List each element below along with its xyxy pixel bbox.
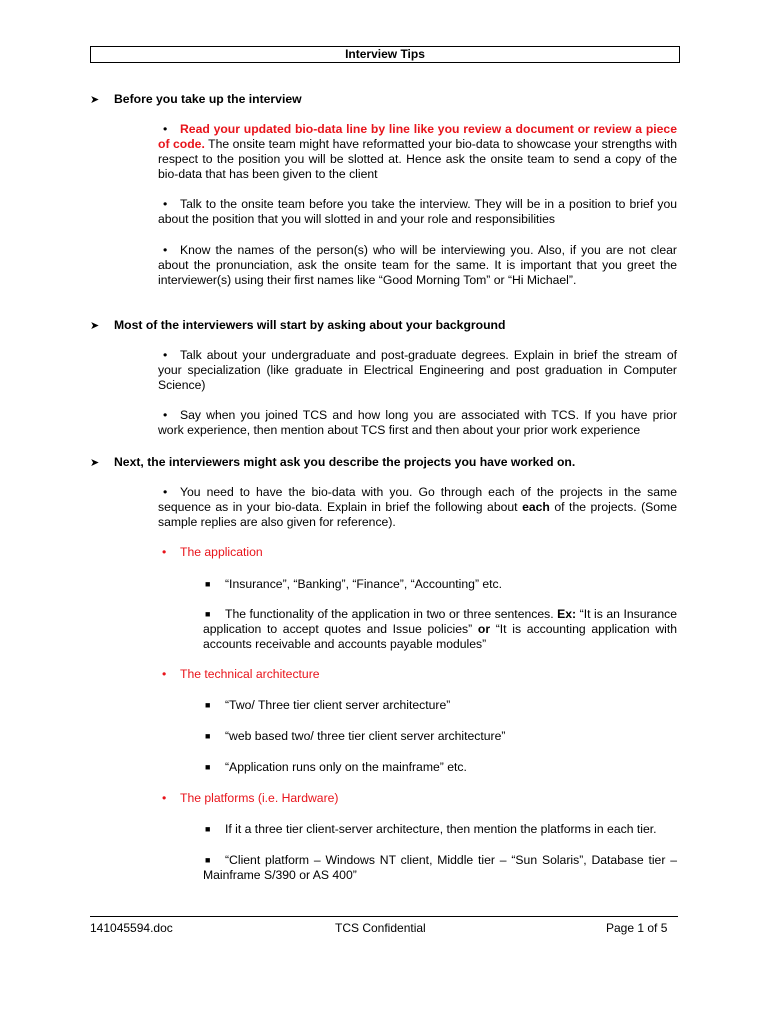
list-item-platforms-1: ■ If it a three tier client-server architecture, then mention the platforms in each tier. [205, 822, 657, 836]
document-title: Interview Tips [90, 46, 680, 63]
list-item-architecture-1: ■ “Two/ Three tier client server architecture” [205, 698, 451, 712]
footer-confidential: TCS Confidential [335, 921, 426, 935]
list-item-architecture-2: ■ “web based two/ three tier client server architecture” [205, 729, 506, 743]
square-bullet-icon: ■ [205, 700, 211, 710]
paragraph-tcs-experience: • Say when you joined TCS and how long you are associated with TCS. If you have prior work experience, then mention about TCS first and then about your prior work experience [158, 408, 677, 437]
list-item-platforms-2: ■ “Client platform – Windows NT client, Middle tier – “Sun Solaris”, Database tier – Mainframe S/390 or AS 400” [203, 853, 677, 882]
bullet-icon: • [163, 197, 168, 211]
bullet-icon: • [162, 667, 167, 681]
square-bullet-icon: ■ [205, 731, 211, 741]
footer-page-number: Page 1 of 5 [606, 921, 668, 935]
bullet-icon: • [163, 348, 168, 362]
square-bullet-icon: ■ [205, 824, 211, 834]
bullet-icon: • [163, 408, 168, 422]
paragraph-know-interviewer-names: • Know the names of the person(s) who will be interviewing you. Also, if you are not clear about the pronunciation, ask the onsite team for the same. It is important that you greet the interviewer(s) using their first names like “Good Morning Tom” or “Hi Michael”. [158, 243, 677, 287]
section-heading-before-interview: ➤ Before you take up the interview [90, 92, 302, 106]
bullet-icon: • [162, 791, 167, 805]
bullet-icon: • [162, 545, 167, 559]
paragraph-talk-onsite-team: • Talk to the onsite team before you take the interview. They will be in a position to brief you about the position that you will slotted in and your role and responsibilities [158, 197, 677, 226]
square-bullet-icon: ■ [205, 855, 211, 865]
subheading-technical-architecture: • The technical architecture [162, 667, 320, 681]
footer-filename: 141045594.doc [90, 921, 173, 935]
subheading-application: • The application [162, 545, 263, 559]
arrow-bullet-icon: ➤ [90, 457, 100, 469]
section-heading-projects: ➤ Next, the interviewers might ask you describe the projects you have worked on. [90, 455, 576, 469]
footer-divider [90, 916, 678, 917]
square-bullet-icon: ■ [205, 609, 211, 619]
list-item-application-functionality: ■ The functionality of the application in two or three sentences. Ex: “It is an Insurance application to accept quotes and Issue policies” or “It is accounting application with accounts receivable and accounts payable modules” [203, 607, 677, 651]
square-bullet-icon: ■ [205, 762, 211, 772]
paragraph-review-biodata: • Read your updated bio-data line by line like you review a document or review a piece of code. The onsite team might have reformatted your bio-data to showcase your strengths with respect to the position you will be slotted at. Hence ask the onsite team to send a copy of the bio-data that has been given to the client [158, 122, 677, 181]
paragraph-biodata-projects: • You need to have the bio-data with you. Go through each of the projects in the same sequence as in your bio-data. Explain in brief the following about each of the projects. (Some sample replies are also given for reference). [158, 485, 677, 529]
bullet-icon: • [163, 122, 168, 136]
list-item-application-domains: ■ “Insurance”, “Banking”, “Finance”, “Accounting” etc. [205, 577, 503, 591]
paragraph-degrees: • Talk about your undergraduate and post-graduate degrees. Explain in brief the stream of your specialization (like graduate in Electrical Engineering and post graduation in Computer Science) [158, 348, 677, 392]
subheading-platforms: • The platforms (i.e. Hardware) [162, 791, 339, 805]
arrow-bullet-icon: ➤ [90, 94, 100, 106]
arrow-bullet-icon: ➤ [90, 320, 100, 332]
bullet-icon: • [163, 243, 168, 257]
section-heading-background: ➤ Most of the interviewers will start by asking about your background [90, 318, 506, 332]
bullet-icon: • [163, 485, 168, 499]
list-item-architecture-3: ■ “Application runs only on the mainframe” etc. [205, 760, 467, 774]
square-bullet-icon: ■ [205, 579, 211, 589]
